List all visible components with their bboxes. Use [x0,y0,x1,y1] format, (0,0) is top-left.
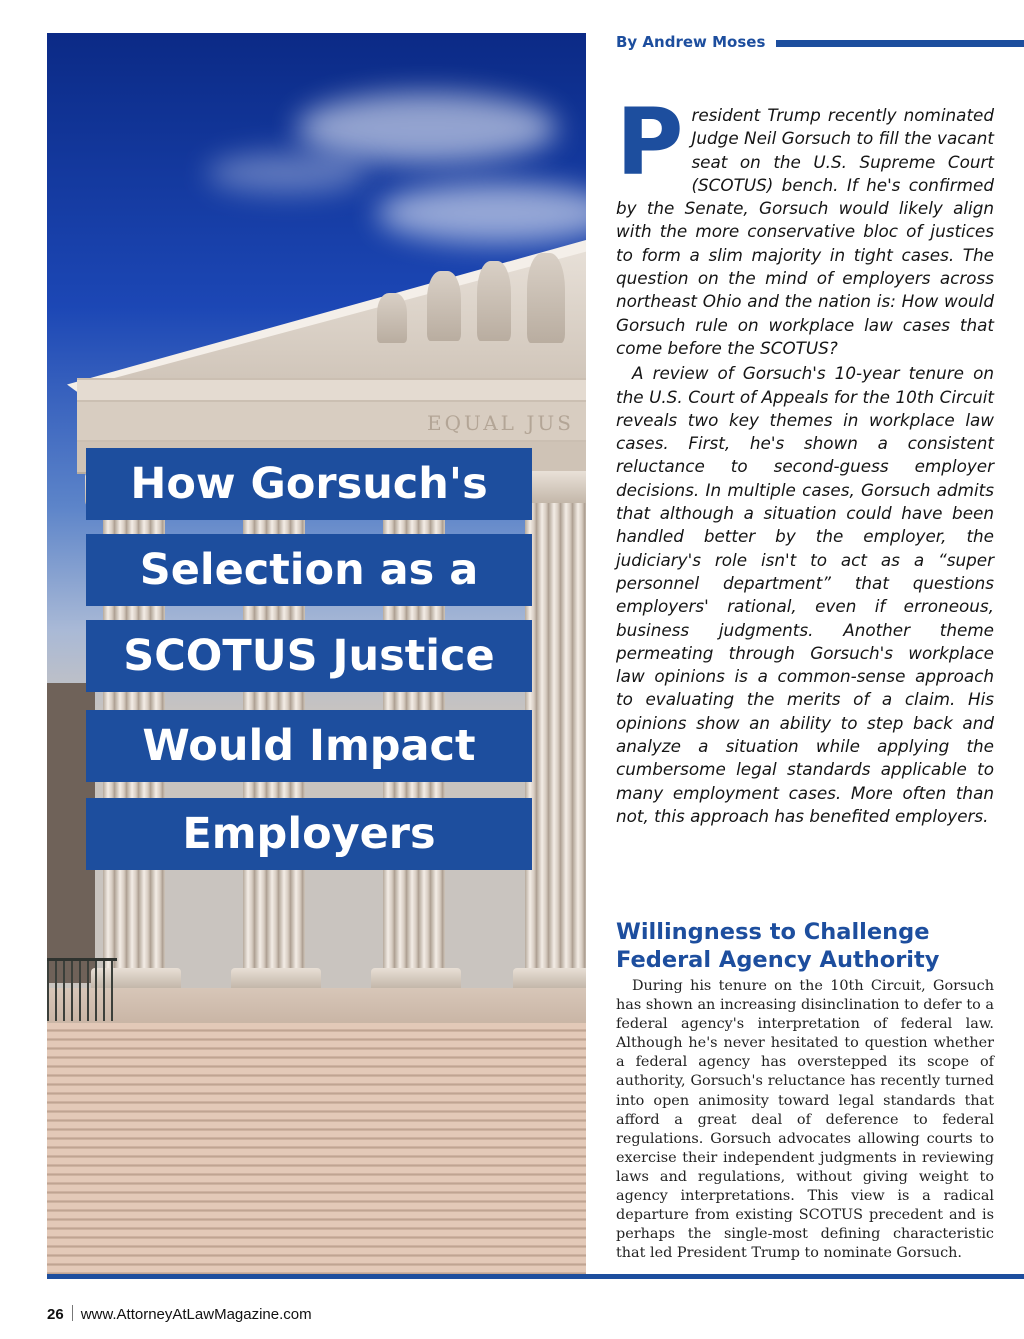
intro-paragraph-1-text: resident Trump recently nominated Judge Neil Gorsuch to fill the vacant seat on the U.S. Supreme Court (SCOTUS) bench. If he's confirmed by the Senate, Gorsuch would likely align with the more conservative bloc of justices to form a slim majority in tight cases. The question on the mind of employers across northeast Ohio and the nation is: How would Gorsuch rule on workplace law cases that come before the SCOTUS? [616,105,994,358]
page-number: 26 [47,1306,64,1323]
intro-paragraph-2: A review of Gorsuch's 10-year tenure on the U.S. Court of Appeals for the 10th Circuit reveals two key themes in workplace law cases. First, he's shown a consistent reluctance to second-guess employer decisions. In multiple cases, Gorsuch admits that although a situation could have been handled better by the employer, the judiciary's role isn't to act as a “super personnel department” that questions employers' rational, even if erroneous, business judgments. Another theme permeating through Gorsuch's workplace law opinions is a common-sense approach to evaluating the merits of a claim. His opinions show an ability to step back and analyze a situation while applying the cumbersome legal standards applicable to many employment cases. More often than not, this approach has benefited employers. [616,363,994,826]
page-footer [47,1305,312,1323]
pediment-statue [477,261,511,341]
headline-line-2: Selection as a [86,534,532,606]
pediment-statue [427,271,461,341]
stairs [47,1023,586,1277]
column [525,503,586,973]
railing [47,958,117,1021]
headline-line-5: Employers [86,798,532,870]
landing [47,988,586,1026]
intro-text [616,89,994,828]
section-heading: Willingness to Challenge Federal Agency Authority [616,919,940,973]
cloud [297,93,557,163]
cloud [377,183,586,243]
drop-cap: P [616,89,684,196]
intro-paragraph-1 [616,89,994,360]
footer-rule [47,1274,1024,1279]
magazine-url[interactable]: www.AttorneyAtLawMagazine.com [80,1306,312,1323]
byline: By Andrew Moses [616,33,766,51]
frieze-inscription: EQUAL JUS [427,411,574,435]
pediment-statue [377,293,407,343]
cloud [207,153,367,193]
footer-separator [72,1305,73,1321]
headline-line-4: Would Impact [86,710,532,782]
byline-rule [776,40,1024,47]
headline-line-1: How Gorsuch's [86,448,532,520]
pediment-statue [527,253,565,343]
headline-line-3: SCOTUS Justice [86,620,532,692]
section-body: During his tenure on the 10th Circuit, Gorsuch has shown an increasing disinclination to defer to a federal agency's interpretation of federal law. Although he's never hesitated to question whether a federal agency has overstepped its scope of authority, Gorsuch's reluctance has recently turned into open animosity toward legal standards that afford a great deal of deference to federal regulations. Gorsuch advocates allowing courts to exercise their independent judgments in reviewing laws and regulations, without giving weight to agency interpretations. This view is a radical departure from existing SCOTUS precedent and is perhaps the single-most defining characteristic that led President Trump to nominate Gorsuch. [616,978,994,1262]
